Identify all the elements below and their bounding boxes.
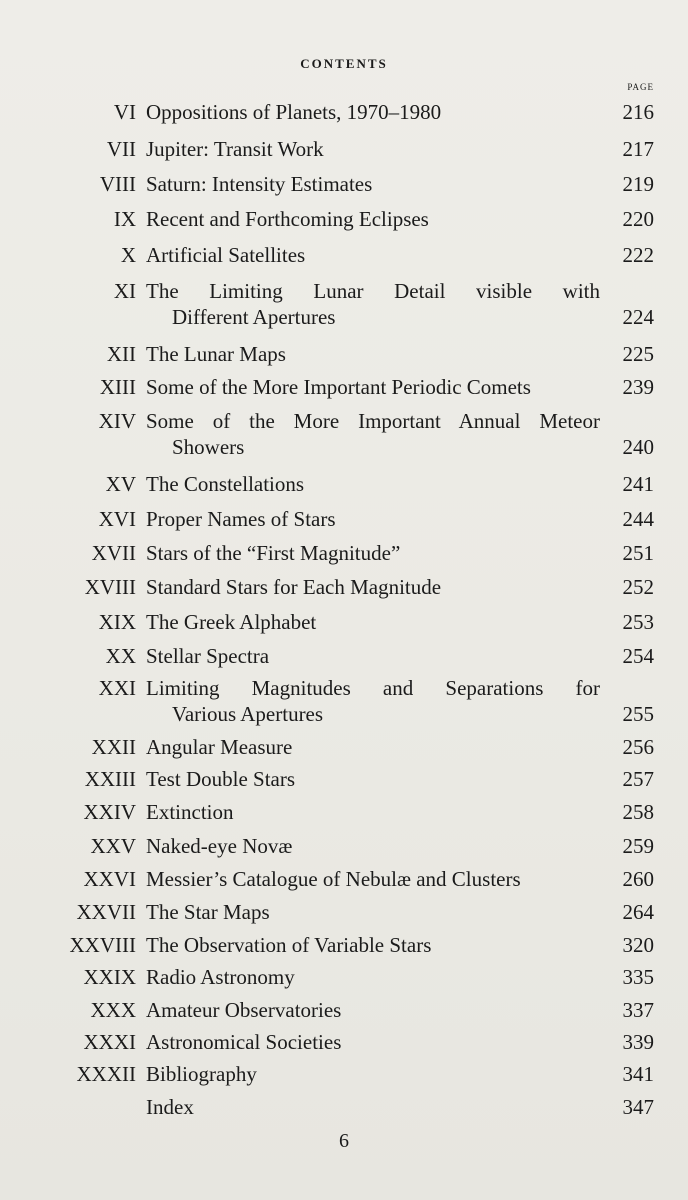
contents-heading: CONTENTS: [300, 56, 388, 71]
entry-page: 258: [622, 800, 654, 824]
entry-number: XIII: [99, 375, 136, 399]
entry-number: XII: [106, 342, 136, 366]
entry-title-continuation: Different Apertures: [172, 305, 336, 329]
entry-page: 337: [622, 998, 654, 1022]
entry-title: The Star Maps: [146, 900, 270, 924]
entry-page: 341: [622, 1062, 654, 1086]
entry-title: The Greek Alphabet: [146, 610, 317, 634]
entry-number: XVIII: [84, 575, 136, 599]
entry-number: XXXII: [76, 1062, 136, 1086]
entry-page: 257: [622, 767, 654, 791]
entry-title: The Lunar Maps: [146, 342, 286, 366]
entry-number: XVI: [98, 507, 136, 531]
entry-page: 259: [622, 834, 654, 858]
entry-number: X: [120, 243, 136, 267]
entry-title-continuation: Showers: [172, 435, 245, 459]
entry-page: 241: [622, 472, 654, 496]
entry-number: VII: [106, 137, 136, 161]
entry-number: VI: [113, 100, 136, 124]
entry-title: Index: [146, 1095, 194, 1119]
entry-title: The Constellations: [146, 472, 305, 496]
entry-title: The Limiting Lunar Detail visible with: [146, 279, 600, 303]
page-column-label: PAGE: [627, 82, 654, 92]
entry-number: VIII: [99, 172, 136, 196]
entry-page: 240: [622, 435, 654, 459]
entry-page: 254: [622, 644, 654, 668]
entry-title: Messier’s Catalogue of Nebulæ and Clusters: [146, 867, 521, 891]
entry-page: 217: [622, 137, 654, 161]
entry-number: XIX: [98, 610, 136, 634]
entry-number: XVII: [91, 541, 136, 565]
entry-title: Standard Stars for Each Magnitude: [146, 575, 442, 599]
entry-page: 253: [622, 610, 654, 634]
entry-number: XXIII: [84, 767, 136, 791]
entry-title: Naked-eye Novæ: [146, 834, 293, 858]
entry-title: Oppositions of Planets, 1970–1980: [146, 100, 442, 124]
entry-title: Limiting Magnitudes and Separations for: [146, 676, 600, 700]
entry-title: Bibliography: [146, 1062, 257, 1086]
entry-page: 220: [622, 207, 654, 231]
entry-number: XXIX: [83, 965, 136, 989]
entry-title: Radio Astronomy: [146, 965, 295, 989]
entry-number: XX: [105, 644, 136, 668]
entry-title: Jupiter: Transit Work: [146, 137, 324, 161]
entry-number: XIV: [98, 409, 136, 433]
entry-title: Amateur Observatories: [146, 998, 342, 1022]
entry-number: XXI: [98, 676, 136, 700]
entry-page: 256: [622, 735, 654, 759]
entry-number: XXIV: [83, 800, 136, 824]
entry-number: XXVIII: [69, 933, 136, 957]
entry-number: XI: [113, 279, 136, 303]
entry-title: Extinction: [146, 800, 234, 824]
entry-title: Saturn: Intensity Estimates: [146, 172, 373, 196]
entry-page: 264: [622, 900, 654, 924]
entry-title: Test Double Stars: [146, 767, 296, 791]
entry-title: Some of the More Important Periodic Comets: [146, 375, 531, 399]
entry-title: Some of the More Important Annual Meteor: [146, 409, 600, 433]
entry-number: XXVI: [83, 867, 136, 891]
entry-title: Proper Names of Stars: [146, 507, 336, 531]
entry-number: XXX: [90, 998, 136, 1022]
entry-title: Artificial Satellites: [146, 243, 306, 267]
entry-page: 260: [622, 867, 654, 891]
entry-page: 255: [622, 702, 654, 726]
entry-title: Astronomical Societies: [146, 1030, 342, 1054]
entry-page: 252: [622, 575, 654, 599]
entry-page: 244: [622, 507, 654, 531]
entry-page: 339: [622, 1030, 654, 1054]
entry-page: 335: [622, 965, 654, 989]
entry-title: Angular Measure: [146, 735, 293, 759]
entry-number: XV: [105, 472, 136, 496]
entry-page: 225: [622, 342, 654, 366]
entry-number: XXII: [91, 735, 136, 759]
entry-page: 251: [622, 541, 654, 565]
entry-page: 320: [622, 933, 654, 957]
entry-title: Stars of the “First Magnitude”: [146, 541, 401, 565]
entry-title: The Observation of Variable Stars: [146, 933, 432, 957]
entry-page: 224: [622, 305, 654, 329]
entry-title-continuation: Various Apertures: [172, 702, 324, 726]
entry-page: 347: [622, 1095, 654, 1119]
entry-number: XXXI: [83, 1030, 136, 1054]
entry-number: XXV: [90, 834, 136, 858]
entry-page: 216: [622, 100, 654, 124]
entry-title: Recent and Forthcoming Eclipses: [146, 207, 429, 231]
entry-title: Stellar Spectra: [146, 644, 270, 668]
entry-number: IX: [113, 207, 136, 231]
entry-page: 239: [622, 375, 654, 399]
entry-number: XXVII: [76, 900, 136, 924]
entry-page: 222: [622, 243, 654, 267]
entry-page: 219: [622, 172, 654, 196]
page-number: 6: [339, 1130, 349, 1152]
